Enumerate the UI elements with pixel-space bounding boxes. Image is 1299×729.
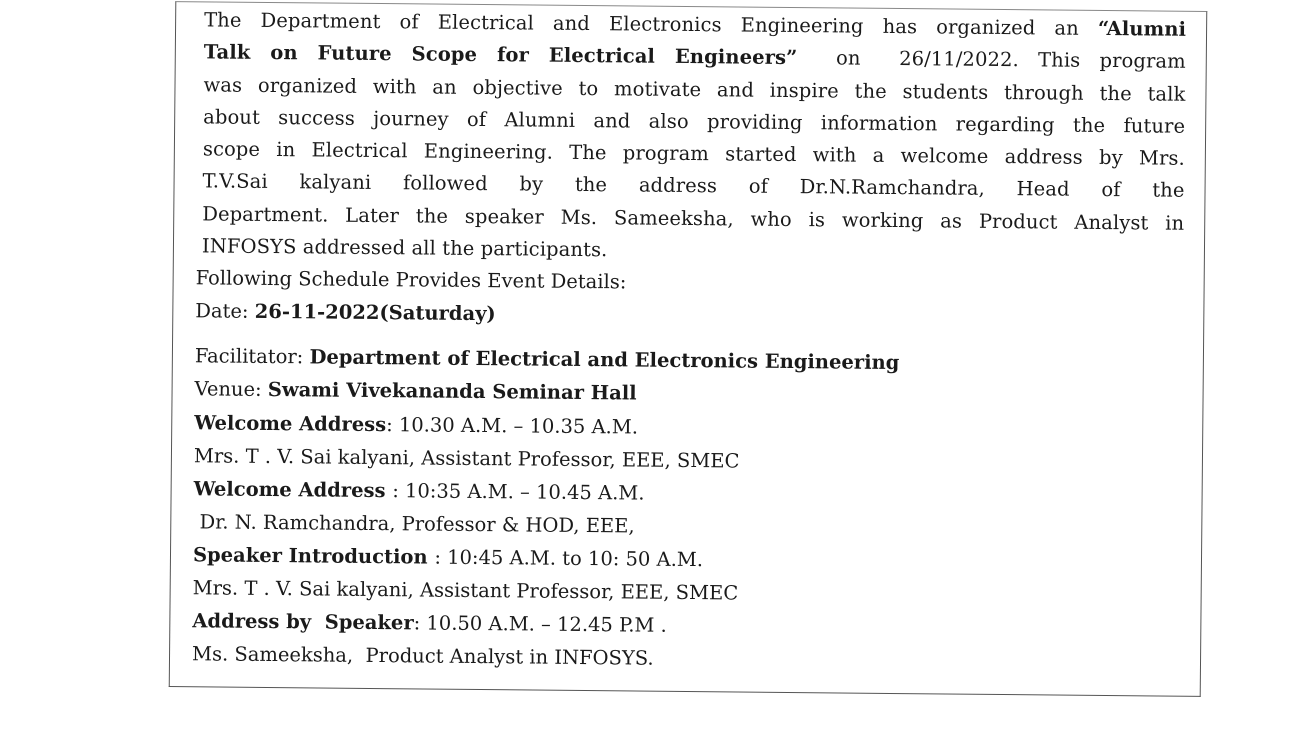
- schedule-item-title: Address by Speaker: 10.50 A.M. – 12.45 P.M .: [192, 609, 667, 637]
- intro-paragraph: [202, 4, 1186, 272]
- intro-line: INFOSYS addressed all the participants.: [201, 234, 608, 262]
- intro-line: about success journey of Alumni and also providing information regarding the future: [203, 105, 1186, 138]
- event-venue: Venue: Swami Vivekananda Seminar Hall: [194, 377, 637, 405]
- event-date: Date: 26-11-2022(Saturday): [195, 299, 496, 326]
- event-facilitator: Facilitator: Department of Electrical and Electronics Engineering: [194, 344, 900, 375]
- intro-line: Department. Later the speaker Ms. Sameeksha, who is working as Product Analyst in: [202, 202, 1185, 235]
- schedule-heading: Following Schedule Provides Event Details:: [195, 266, 627, 294]
- intro-line: was organized with an objective to motivate and inspire the students through the talk: [203, 72, 1186, 106]
- intro-line: Talk on Future Scope for Electrical Engineers” on 26/11/2022. This program: [203, 40, 1186, 74]
- schedule-item-title: Welcome Address : 10:35 A.M. – 10.45 A.M.: [193, 477, 645, 505]
- schedule-item-title: Speaker Introduction : 10:45 A.M. to 10: 50 A.M.: [192, 543, 704, 572]
- schedule-item-person: Mrs. T . V. Sai kalyani, Assistant Professor, EEE, SMEC: [193, 444, 740, 473]
- schedule-item-person: Dr. N. Ramchandra, Professor & HOD, EEE,: [193, 510, 635, 538]
- schedule-item-person: Mrs. T . V. Sai kalyani, Assistant Professor, EEE, SMEC: [192, 576, 739, 605]
- intro-line: scope in Electrical Engineering. The program started with a welcome address by Mrs.: [202, 137, 1185, 170]
- schedule-item-title: Welcome Address: 10.30 A.M. – 10.35 A.M.: [194, 411, 639, 439]
- intro-line: The Department of Electrical and Electronics Engineering has organized an “Alumni: [204, 8, 1187, 41]
- document-frame: [169, 1, 1208, 697]
- schedule-item-person: Ms. Sameeksha, Product Analyst in INFOSYS.: [191, 642, 654, 670]
- intro-line: T.V.Sai kalyani followed by the address of Dr.N.Ramchandra, Head of the: [202, 169, 1185, 203]
